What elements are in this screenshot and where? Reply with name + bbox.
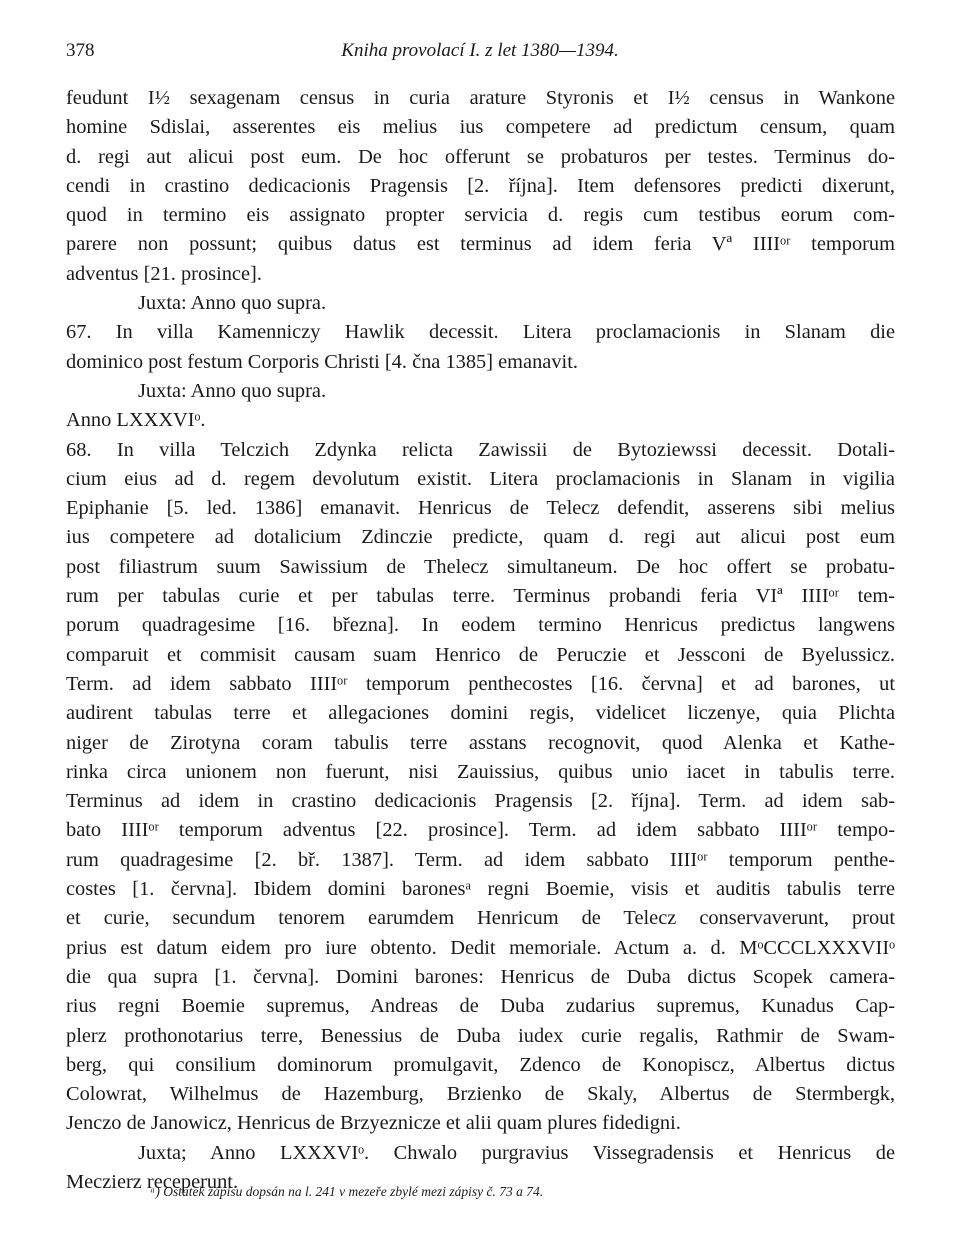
text-line: rinka circa unionem non fuerunt, nisi Zauissius, quibus unio iacet in tabulis terre. (66, 760, 895, 783)
text-line: feudunt I½ sexagenam census in curia arature Styronis et I½ census in Wankone (66, 87, 895, 109)
text-line: comparuit et commisit causam suam Henrico de Peruczie et Jessconi de Byelussicz. (66, 643, 895, 666)
text-line: costes [1. června]. Ibidem domini baronesᵃ regni Boemie, visis et auditis tabulis terre (66, 878, 895, 901)
text-line: parere non possunt; quibus datus est terminus ad idem feria Vª IIIIᵒʳ temporum (66, 233, 895, 256)
running-title: Kniha provolací I. z let 1380—1394. (341, 40, 619, 61)
text-line: bato IIIIᵒʳ temporum adventus [22. prosince]. Term. ad idem sabbato IIIIᵒʳ tempo- (66, 819, 895, 842)
entry-68-line: 68. In villa Telczich Zdynka relicta Zawissii de Bytoziewssi decessit. Dotali- (66, 438, 895, 461)
text-line: plerz prothonotarius terre, Benessius de Duba iudex curie regalis, Rathmir de Swam- (66, 1024, 895, 1047)
text-line: rum per tabulas curie et per tabulas terre. Terminus probandi feria VIª IIIIᵒʳ tem- (66, 585, 895, 608)
text-line: Epiphanie [5. led. 1386] emanavit. Henricus de Telecz defendit, asserens sibi melius (66, 497, 895, 520)
text-line: Juxta: Anno quo supra. (138, 292, 327, 315)
text-line: rius regni Boemie supremus, Andreas de Duba zudarius supremus, Kunadus Cap- (66, 995, 895, 1018)
text-line: Meczierz receperunt. (66, 1170, 239, 1193)
text-line: die qua supra [1. června]. Domini barones: Henricus de Duba dictus Scopek camera- (66, 965, 895, 988)
text-line: cium eius ad d. regem devolutum existit. Litera proclamacionis in Slanam in vigilia (66, 467, 895, 490)
text-line: Juxta: Anno quo supra. (138, 379, 327, 402)
text-line: Terminus ad idem in crastino dedicacionis Pragensis [2. října]. Term. ad idem sab- (66, 790, 895, 813)
text-line: post filiastrum suum Sawissium de Thelecz simultaneum. De hoc offert se probatu- (66, 555, 895, 578)
text-line: Term. ad idem sabbato IIIIᵒʳ temporum penthecostes [16. června] et ad barones, ut (66, 672, 895, 695)
page-header (66, 40, 894, 70)
text-line: et curie, secundum tenorem earumdem Henricum de Telecz conservaverunt, prout (66, 907, 895, 930)
text-line: adventus [21. prosince]. (66, 262, 262, 285)
text-line: audirent tabulas terre et allegaciones domini regis, videlicet liczenye, quia Plichta (66, 702, 895, 725)
text-line: cendi in crastino dedicacionis Pragensis [2. října]. Item defensores predicti dixerunt, (66, 174, 895, 197)
text-line: prius est datum eidem pro iure obtento. Dedit memoriale. Actum a. d. MᵒCCCLXXXVIIᵒ (66, 936, 895, 959)
footnote: ᵃ) Ostatek zápisu dopsán na l. 241 v mezeře zbylé mezi zápisy č. 73 a 74. (150, 1184, 544, 1199)
year-heading: Anno LXXXVIᵒ. (66, 409, 206, 432)
text-line: porum quadragesime [16. března]. In eodem termino Henricus predictus langwens (66, 614, 895, 637)
text-line: dominico post festum Corporis Christi [4. čna 1385] emanavit. (66, 350, 578, 373)
text-line: d. regi aut alicui post eum. De hoc offerunt se probaturos per testes. Terminus do- (66, 145, 895, 168)
entry-67-line: 67. In villa Kamenniczy Hawlik decessit. Litera proclamacionis in Slanam die (66, 321, 895, 344)
text-line: Colowrat, Wilhelmus de Hazemburg, Brzienko de Skaly, Albertus de Stermbergk, (66, 1083, 895, 1106)
text-line: rum quadragesime [2. bř. 1387]. Term. ad idem sabbato IIIIᵒʳ temporum penthe- (66, 848, 895, 871)
text-line: quod in termino eis assignato propter servicia d. regis cum testibus eorum com- (66, 204, 895, 227)
page-number: 378 (66, 40, 95, 61)
text-line: Juxta; Anno LXXXVIᵒ. Chwalo purgravius Vissegradensis et Henricus de (138, 1141, 895, 1164)
text-line: ius competere ad dotalicium Zdinczie predicte, quam d. regi aut alicui post eum (66, 526, 895, 549)
text-line: niger de Zirotyna coram tabulis terre asstans recognovit, quod Alenka et Kathe- (66, 731, 895, 754)
text-line: berg, qui consilium dominorum promulgavit, Zdenco de Konopiscz, Albertus dictus (66, 1053, 895, 1076)
text-line: homine Sdislai, asserentes eis melius ius competere ad predictum censum, quam (66, 116, 895, 139)
text-line: Jenczo de Janowicz, Henricus de Brzyeznicze et alii quam plures fidedigni. (66, 1112, 681, 1135)
page-body (66, 84, 895, 1197)
